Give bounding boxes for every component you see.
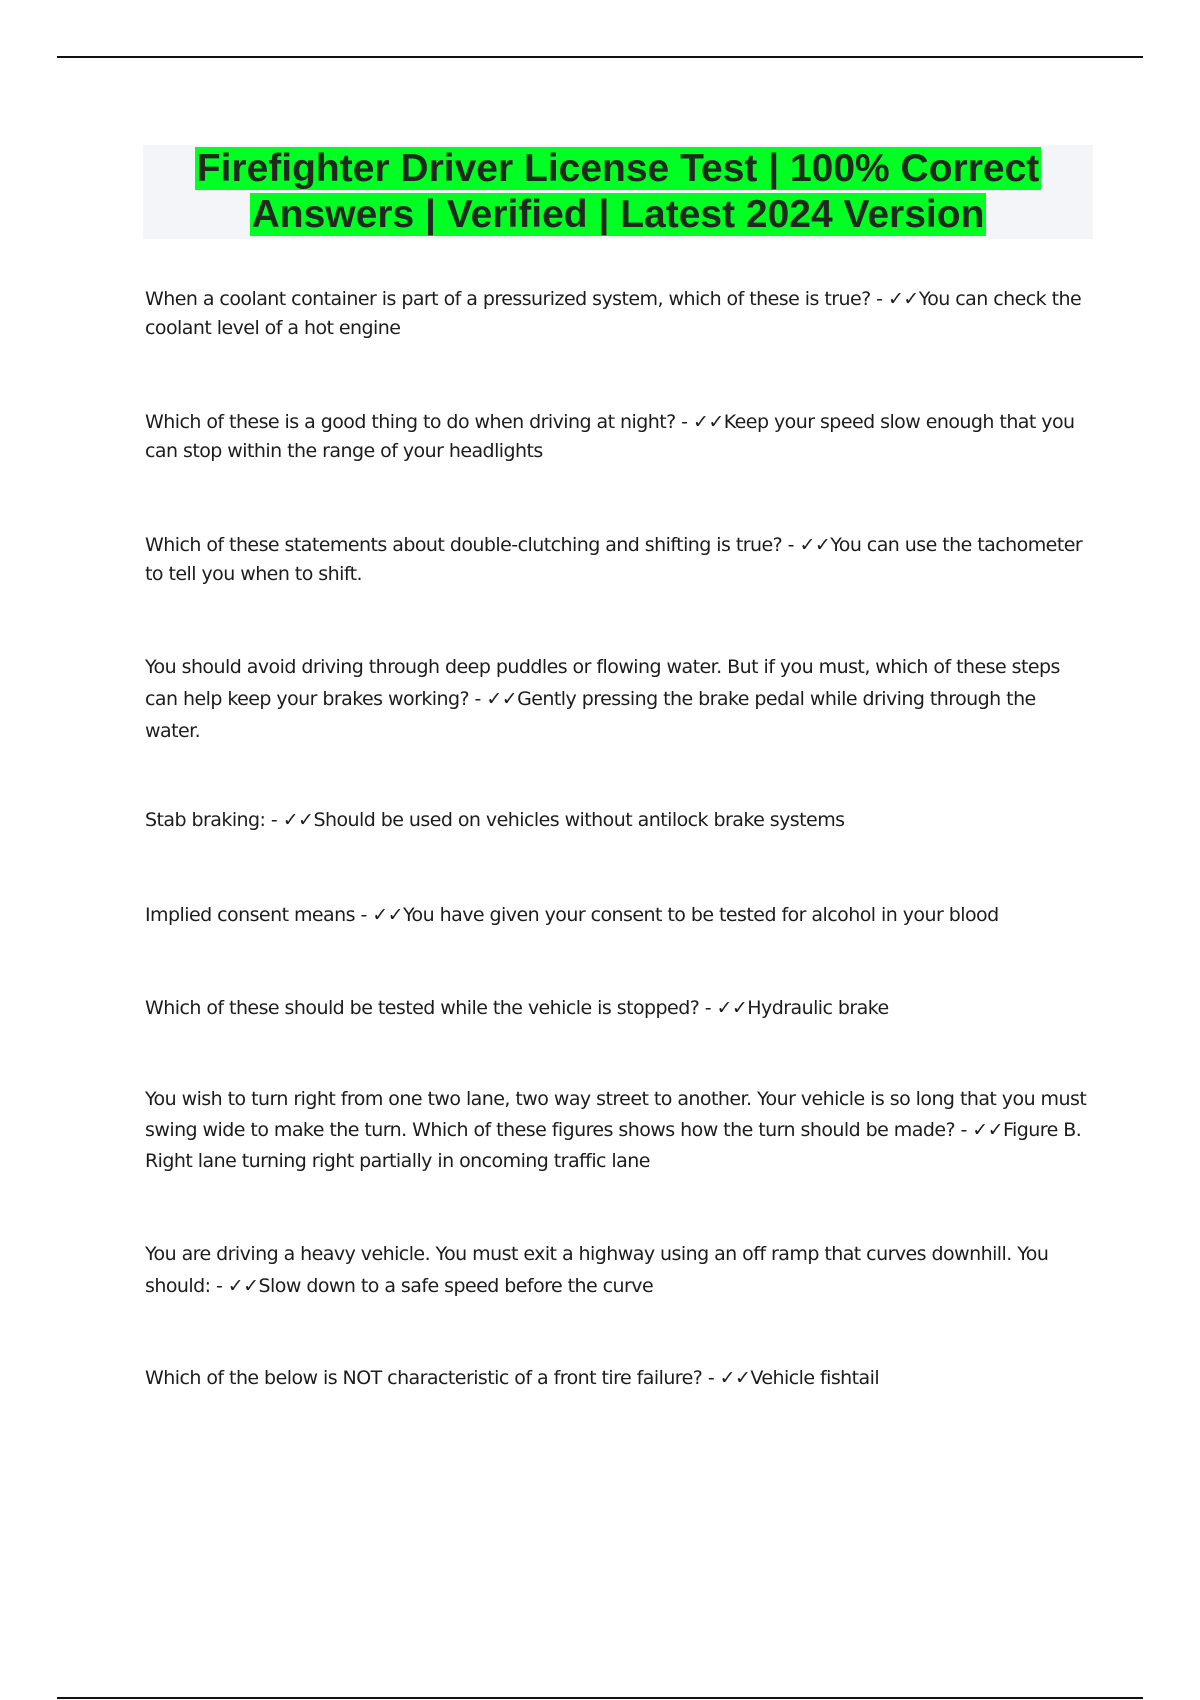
qa-item: [145, 1364, 1095, 1393]
title-box: [143, 145, 1093, 239]
question-text: Which of these is a good thing to do when driving at night?: [145, 411, 676, 433]
bottom-rule: [57, 1697, 1143, 1699]
answer-text: Hydraulic brake: [747, 997, 889, 1019]
top-rule: [57, 56, 1143, 58]
answer-text: Slow down to a safe speed before the curve: [258, 1275, 654, 1297]
qa-item: [145, 1238, 1095, 1302]
qa-item: [145, 994, 1095, 1023]
question-text: When a coolant container is part of a pressurized system, which of these is true?: [145, 288, 871, 310]
answer-text: Vehicle fishtail: [750, 1367, 880, 1389]
qa-item: [145, 1084, 1095, 1177]
qa-item: [145, 806, 1095, 835]
check-marks: - ✓✓: [702, 1367, 751, 1389]
answer-text: Gently pressing the brake pedal while driving through the water.: [145, 688, 1042, 742]
qa-item: [145, 408, 1095, 466]
question-text: Which of these should be tested while the vehicle is stopped?: [145, 997, 700, 1019]
qa-item: [145, 651, 1095, 747]
check-marks: - ✓✓: [469, 688, 518, 710]
question-text: You are driving a heavy vehicle. You must exit a highway using an off ramp that curves downhill. You should:: [145, 1243, 1049, 1297]
title-line-2: Answers | Verified | Latest 2024 Version: [251, 193, 985, 236]
answer-text: Should be used on vehicles without antilock brake systems: [313, 809, 845, 831]
qa-item: [145, 285, 1095, 343]
question-text: You should avoid driving through deep puddles or flowing water. But if you must, which of these steps can help keep your brakes working?: [145, 656, 1060, 710]
question-text: Stab braking:: [145, 809, 266, 831]
answer-text: You can check the coolant level of a hot engine: [145, 288, 1087, 339]
question-text: Implied consent means: [145, 904, 355, 926]
answer-text: Keep your speed slow enough that you can stop within the range of your headlights: [145, 411, 1081, 462]
check-marks: - ✓✓: [265, 809, 314, 831]
check-marks: - ✓✓: [699, 997, 748, 1019]
check-marks: - ✓✓: [870, 288, 919, 310]
question-text: You wish to turn right from one two lane, two way street to another. Your vehicle is so long that you must swing wide to make the turn. Which of these figures shows how the turn should be made?: [145, 1088, 1087, 1141]
question-text: Which of these statements about double-clutching and shifting is true?: [145, 534, 783, 556]
answer-text: You have given your consent to be tested for alcohol in your blood: [403, 904, 999, 926]
check-marks: - ✓✓: [955, 1119, 1004, 1141]
check-marks: - ✓✓: [210, 1275, 259, 1297]
answer-text: You can use the tachometer to tell you when to shift.: [145, 534, 1088, 585]
check-marks: - ✓✓: [675, 411, 724, 433]
qa-item: [145, 531, 1095, 589]
check-marks: - ✓✓: [354, 904, 404, 926]
document-title: [143, 145, 1093, 238]
check-marks: - ✓✓: [782, 534, 831, 556]
qa-item: [145, 901, 1095, 930]
question-text: Which of the below is NOT characteristic of a front tire failure?: [145, 1367, 703, 1389]
answer-text: Figure B. Right lane turning right partially in oncoming traffic lane: [145, 1119, 1087, 1172]
title-line-1: Firefighter Driver License Test | 100% Correct: [196, 147, 1040, 190]
